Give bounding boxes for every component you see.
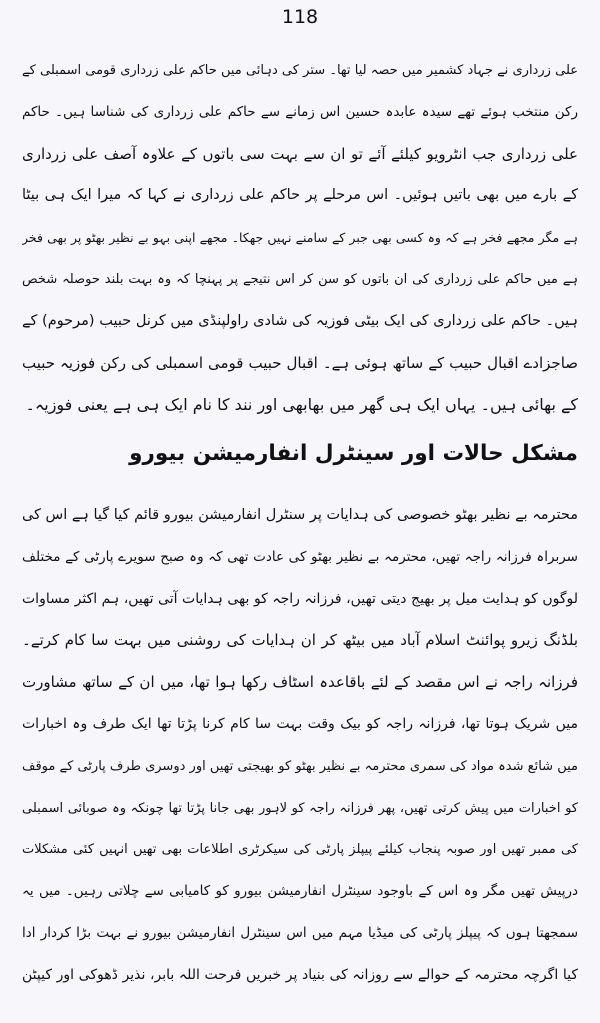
text-line: میں شائع شدہ مواد کی سمری محترمہ بے نظیر بھٹو کو بھیجتی تھیں اور دوسری طرف پارٹی کے موقف (22, 758, 578, 774)
text-line: علی زرداری نے جہاد کشمیر میں حصہ لیا تھا۔ ستر کی دہائی میں حاکم علی زرداری قومی اسمبلی کے (22, 63, 578, 78)
section-heading: مشکل حالات اور سینٹرل انفارمیشن بیورو (129, 441, 578, 467)
text-line: کی ممبر تھیں اور صوبہ پنجاب کیلئے پیپلز پارٹی کی سیکرٹری اطلاعات بھی تھیں انہیں کئی مشکلات (22, 842, 578, 858)
text-line: میں شریک ہوتا تھا، فرزانہ راجہ کو بیک وقت بہت سا کام کرنا پڑتا تھا ایک طرف وہ اخبارات (22, 716, 578, 732)
text-line: سمجھتا ہوں کہ پیپلز پارٹی کی میڈیا مہم میں اس سینٹرل انفارمیشن بیورو نے بہت بڑا کردار ادا (22, 924, 578, 941)
text-line: رکن منتخب ہوئے تھے سیدہ عابدہ حسین اس زمانے سے حاکم علی زرداری کی شناسا ہیں۔ حاکم (22, 103, 578, 120)
text-line: کو اخبارات میں پیش کرتی تھیں، پھر فرزانہ راجہ کو لاہور بھی جانا پڑتا تھا چونکہ وہ صوبائی اسمبلی (22, 800, 578, 816)
text-line: ہیں۔ حاکم علی زرداری کی ایک بیٹی فوزیہ کی شادی راولپنڈی میں کرنل حبیب (مرحوم) کے (22, 312, 578, 329)
page-number: 118 (281, 6, 319, 28)
text-line: سربراہ فرزانہ راجہ تھیں، محترمہ بے نظیر بھٹو کی عادت تھی کہ وہ صبح سویرے پارٹی کے مختلف (22, 548, 578, 565)
text-line: محترمہ بے نظیر بھٹو خصوصی کی ہدایات پر سنٹرل انفارمیشن بیورو قائم کیا گیا ہے اس کی (22, 507, 578, 524)
text-line: علی زرداری جب انٹرویو کیلئے آئے تو ان سے بہت سی باتوں کے علاوہ آصف علی زرداری (22, 144, 578, 163)
text-line: صاجزادے اقبال حبیب کے ساتھ ہوئی ہے۔ اقبال حبیب قومی اسمبلی کی رکن فوزیہ حبیب (22, 353, 578, 372)
text-line: فرزانہ راجہ نے اس مقصد کے لئے باقاعدہ اسٹاف رکھا ہوا تھا، میں ان کے ساتھ مشاورت (22, 673, 578, 692)
text-line: ہے مگر مجھے فخر ہے کہ وہ کسی بھی جبر کے سامنے نہیں جھکا۔ مجھے اپنی بہو بے نظیر بھٹو پر بھی فخر (22, 230, 578, 246)
page-body (22, 50, 578, 997)
text-line: کیا اگرچہ محترمہ کے حوالے سے روزانہ کی بنیاد پر خبریں فرحت اللہ بابر، نذیر ڈھوکی اور کیپٹن (22, 966, 578, 983)
text-line: کے بھائی ہیں۔ یہاں ایک ہی گھر میں بھابھی اور نند کا نام ایک ہی ہے یعنی فوزیہ۔ (25, 395, 578, 415)
paragraph-1 (22, 50, 578, 426)
paragraph-2 (22, 495, 578, 997)
text-line: درپیش تھیں مگر وہ اس کے باوجود سینٹرل انفارمیشن بیورو کو کامیابی سے چلاتی رہیں۔ میں یہ (22, 883, 578, 900)
text-line: ہے میں حاکم علی زرداری کی ان باتوں کو سن کر اس نتیجے پر پہنچا کہ وہ بہت بلند حوصلہ شخص (22, 271, 578, 287)
text-line: لوگوں کو ہدایت میل پر بھیج دیتی تھیں، فرزانہ راجہ کو بھی ہدایات آتی تھیں، ہم اکثر مساوات (22, 590, 578, 607)
text-line: کے بارے میں بھی باتیں ہوئیں۔ اس مرحلے پر حاکم علی زرداری نے کہا کہ میرا ایک ہی بیٹا (22, 187, 578, 204)
text-line: بلڈنگ زیرو پوائنٹ اسلام آباد میں بیٹھ کر ان ہدایات کی روشنی میں بہت سا کام کرتے۔ (22, 631, 578, 650)
